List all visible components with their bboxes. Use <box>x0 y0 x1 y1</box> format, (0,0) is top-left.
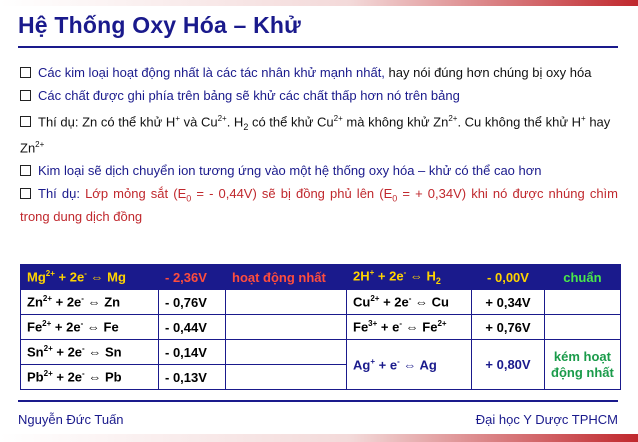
note-cell <box>545 340 621 390</box>
text: . H <box>226 114 244 130</box>
equilibrium-arrow-icon: ⇔ <box>86 319 100 335</box>
potential-cell: + 0,34V <box>472 290 545 315</box>
subscript: 0 <box>392 193 398 204</box>
superscript: + <box>370 356 376 366</box>
equilibrium-arrow-icon: ⇔ <box>88 344 102 360</box>
bullet-2 <box>20 87 618 104</box>
text: khi nó được nhúng chìm trong dung dịch đồng <box>20 186 618 224</box>
footer-author: Nguyễn Đức Tuấn <box>18 412 124 427</box>
bullet-4 <box>20 162 618 179</box>
superscript: - <box>403 268 407 278</box>
subscript: 2 <box>243 121 249 132</box>
superscript: 2+ <box>437 319 447 329</box>
superscript: - <box>397 356 400 366</box>
potential-cell: - 2,36V <box>159 265 226 290</box>
subscript: 0 <box>186 193 192 204</box>
bottom-decor-stripe <box>0 434 638 442</box>
note-cell <box>226 340 347 365</box>
potential-cell: - 0,13V <box>159 365 226 390</box>
checkbox-bullet-icon <box>20 67 31 78</box>
superscript: 2+ <box>43 344 53 354</box>
table-row <box>21 290 621 315</box>
checkbox-bullet-icon <box>20 188 31 199</box>
text: + 2e <box>374 268 404 284</box>
subscript: 2 <box>435 275 441 286</box>
equilibrium-arrow-icon: ⇔ <box>88 369 102 385</box>
superscript: - <box>82 344 85 354</box>
text: Sn <box>27 344 44 360</box>
text: Fe <box>353 319 369 335</box>
text: Fe <box>27 319 43 335</box>
text: hay Zn <box>20 114 611 156</box>
potential-cell: - 0,44V <box>159 315 226 340</box>
text: Pb <box>104 369 122 385</box>
note-cell <box>545 315 621 340</box>
text: Mg <box>27 269 46 285</box>
potential-cell: + 0,80V <box>472 340 545 390</box>
note-cell <box>226 365 347 390</box>
potential-cell: - 0,76V <box>159 290 226 315</box>
superscript: 2+ <box>42 294 53 304</box>
bullet-3 <box>20 110 618 156</box>
text: = - 0,44V) <box>191 186 257 202</box>
bullet-1-highlight: Các kim loại hoạt động nhất là các tác nhân khử mạnh nhất, <box>38 65 385 80</box>
text: Ag <box>353 357 371 373</box>
half-reaction-cell <box>21 340 159 365</box>
bullet-2-text: Các chất được ghi phía trên bảng sẽ khử các chất thấp hơn nó trên bảng <box>38 88 460 103</box>
text: Thí dụ: Zn có thể khử H <box>38 114 176 130</box>
text: + 2e <box>379 294 409 310</box>
text: Lớp mỏng sắt (E <box>79 186 187 202</box>
superscript: - <box>84 269 87 279</box>
text: + e <box>375 357 398 373</box>
superscript: 2+ <box>217 114 227 123</box>
text: động nhất <box>551 364 614 380</box>
potential-cell: - 0,14V <box>159 340 226 365</box>
note-cell: chuẩn <box>545 265 621 290</box>
footer-school: Đại học Y Dược TPHCM <box>475 412 618 427</box>
note-cell <box>226 290 347 315</box>
note-cell: hoạt động nhất <box>226 265 347 290</box>
text: có thể khử Cu <box>248 114 334 130</box>
text: + 2e <box>52 344 83 360</box>
potential-cell: + 0,76V <box>472 315 545 340</box>
text: Mg <box>107 269 126 285</box>
text: Cu <box>431 294 450 310</box>
superscript: 2+ <box>35 139 45 149</box>
text: H <box>426 268 436 284</box>
bullet-list <box>20 64 618 231</box>
superscript: 3+ <box>368 319 378 329</box>
checkbox-bullet-icon <box>20 165 31 176</box>
superscript: 2+ <box>42 319 52 329</box>
footer-divider <box>18 400 618 402</box>
text: Sn <box>104 344 122 360</box>
bullet-1-rest: hay nói đúng hơn chúng bị oxy hóa <box>384 65 592 80</box>
title-divider <box>18 46 618 48</box>
text: Fe <box>422 319 438 335</box>
half-reaction-cell <box>347 340 472 390</box>
table-row <box>21 340 621 365</box>
superscript: - <box>399 319 403 329</box>
superscript: - <box>408 294 412 304</box>
text: Cu <box>353 294 371 310</box>
superscript: - <box>82 369 85 379</box>
text: + 2e <box>52 369 83 385</box>
superscript: 2+ <box>43 369 53 379</box>
text: Zn <box>104 294 121 310</box>
text: kém hoạt <box>553 348 611 364</box>
equilibrium-arrow-icon: ⇔ <box>415 294 429 310</box>
text: Zn <box>27 294 43 310</box>
checkbox-bullet-icon <box>20 90 31 101</box>
example-label: Thí dụ: <box>38 186 80 202</box>
half-reaction-cell <box>21 265 159 290</box>
potential-cell: - 0,00V <box>472 265 545 290</box>
note-cell <box>226 315 347 340</box>
equilibrium-arrow-icon: ⇔ <box>403 357 417 373</box>
equilibrium-arrow-icon: ⇔ <box>409 268 423 284</box>
text: + 2e <box>51 319 81 335</box>
text: Ag <box>419 357 437 373</box>
half-reaction-cell <box>21 315 159 340</box>
equilibrium-arrow-icon: ⇔ <box>87 294 101 310</box>
top-decor-stripe <box>0 0 638 6</box>
superscript: + <box>175 114 180 123</box>
text: Pb <box>27 369 44 385</box>
bullet-1 <box>20 64 618 81</box>
equilibrium-arrow-icon: ⇔ <box>90 269 104 285</box>
superscript: + <box>369 268 375 278</box>
text: = + 0,34V) <box>397 186 467 202</box>
text: sẽ bị đồng phủ lên <box>256 186 375 202</box>
table-row <box>21 315 621 340</box>
table-row <box>21 265 621 290</box>
text: + e <box>377 319 400 335</box>
text: + 2e <box>52 294 82 310</box>
text: (E <box>374 186 393 202</box>
equilibrium-arrow-icon: ⇔ <box>405 319 419 335</box>
text: và Cu <box>180 114 218 130</box>
superscript: - <box>80 319 84 329</box>
half-reaction-cell <box>347 315 472 340</box>
text: 2H <box>353 268 370 284</box>
half-reaction-cell <box>21 365 159 390</box>
text: + 2e <box>54 269 85 285</box>
half-reaction-cell <box>347 265 472 290</box>
superscript: - <box>81 294 84 304</box>
bullet-5 <box>20 185 618 225</box>
superscript: 2+ <box>45 269 55 279</box>
text: . Cu không thể khử H <box>457 114 582 130</box>
slide-title: Hệ Thống Oxy Hóa – Khử <box>18 12 302 38</box>
superscript: + <box>581 114 586 123</box>
half-reaction-cell <box>347 290 472 315</box>
half-reaction-cell <box>21 290 159 315</box>
bullet-4-text: Kim loại sẽ dịch chuyển ion tương ứng vào một hệ thống oxy hóa – khử có thể cao hơn <box>38 163 542 179</box>
superscript: 2+ <box>370 294 380 304</box>
text: mà không khử Zn <box>342 114 449 130</box>
superscript: 2+ <box>448 114 458 123</box>
text: Fe <box>103 319 119 335</box>
redox-potential-table <box>20 264 621 390</box>
checkbox-bullet-icon <box>20 116 31 127</box>
note-cell <box>545 290 621 315</box>
superscript: 2+ <box>333 114 343 123</box>
